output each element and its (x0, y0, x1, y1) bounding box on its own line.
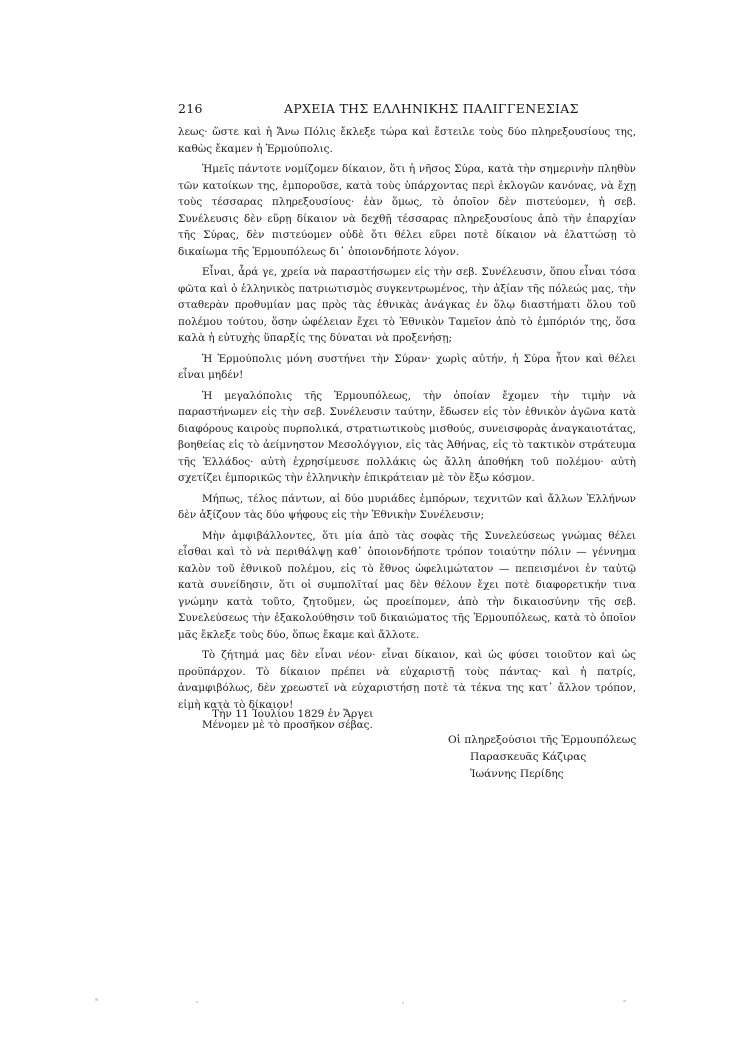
signatory-name: Ἰωάννης Περίδης (470, 768, 564, 780)
scan-speck (196, 1001, 198, 1003)
paragraph: Εἶναι, ἆρά γε, χρεία νὰ παραστήσωμεν εἰς τὴν σεβ. Συνέλευσιν, ὅπου εἶναι τόσα φῶτα καὶ ὁ ἑλληνικὸς πατριωτισμὸς συγκεντρωμένος, τὴν ἀξίαν τῆς πόλεώς μας, τὴν σταθερὰν προθυμίαν μας πρὸς τὰς ἐθνικὰς ἀνάγκας ἐν ὅλῳ διαστήματι ὅλου τοῦ πολέμου τούτου, ὅσην ὠφέλειαν ἔχει τὸ Ἐθνικὸν Ταμεῖον ἀπὸ τὸ ἐμπόριόν της, ὅσα καλὰ ἡ εὐτυχὴς ὕπαρξίς της δύναται νὰ προξενήσῃ; (178, 266, 636, 344)
page-header (178, 101, 618, 121)
paragraph: Μὴν ἀμφιβάλλοντες, ὅτι μία ἀπὸ τὰς σοφὰς τῆς Συνελεύσεως γνώμας θέλει εἶσθαι καὶ τὸ νὰ περιθάλψῃ καθ᾽ ὁποιονδήποτε τρόπον τοιαύτην πόλιν — γέννημα καλὸν τοῦ ἐθνικοῦ πολέμου, εἰς τὸ ἔθνος ὠφελιμώτατον — πεπεισμένοι ἐν ταὐτῷ κατὰ συνείδησιν, ὅτι οἱ συμπολῖταί μας δὲν θέλουν ἔχει ποτὲ διαφορετικήν τινα γνώμην κατὰ τοῦτο, ζητοῦμεν, ὡς προείπομεν, ἀπὸ τὴν δικαιοσύνην τῆς σεβ. Συνελεύσεως τὴν ἐξακολούθησιν τοῦ δικαιώματος τῆς Ἑρμουπόλεως, κατὰ τὸ ὁποῖον μᾶς ἔκλεξε τοὺς δύο, ὅπως ἔκαμε καὶ ἄλλοτε. (178, 529, 636, 641)
page-number: 216 (178, 101, 203, 116)
scan-speck (623, 1000, 626, 1002)
signature-block (448, 732, 636, 783)
paragraph: Ἡ Ἑρμούπολις μόνη συστήνει τὴν Σύραν· χωρὶς αὐτήν, ἡ Σύρα ἦτον καὶ θέλει εἶναι μηδέν! (178, 352, 636, 381)
paragraph: Ἡμεῖς πάντοτε νομίζομεν δίκαιον, ὅτι ἡ νῆσος Σύρα, κατὰ τὴν σημερινὴν πληθὺν τῶν κατοίκων της, ἐμποροῦσε, κατὰ τοὺς ὑπάρχοντας περὶ ἐκλογῶν κανόνας, νὰ ἔχῃ τοὺς τέσσαρας πληρεξουσίους· ἐὰν ὅμως, τὸ ὁποῖον δὲν πιστεύομεν, ἡ σεβ. Συνέλευσις δὲν εὕρῃ δίκαιον νὰ δεχθῇ τέσσαρας πληρεξουσίους ἀπὸ τὴν ἐπαρχίαν τῆς Σύρας, δὲν πιστεύομεν οὐδὲ ὅτι θέλει εὕρει ποτὲ δίκαιον νὰ ἐλαττώσῃ τὸ δικαίωμα τῆς Ἑρμουπόλεως δι᾽ ὁποιονδήποτε λόγον. (178, 163, 636, 258)
date-line: Τὴν 11 Ἰουλίου 1829 ἐν Ἄργει (212, 708, 374, 720)
paragraph: Ἡ μεγαλόπολις τῆς Ἑρμουπόλεως, τὴν ὁποίαν ἔχομεν τὴν τιμὴν νὰ παραστήνωμεν εἰς τὴν σεβ. Συνέλευσιν ταύτην, ἔδωσεν εἰς τὸν ἐθνικὸν ἀγῶνα κατὰ διαφόρους καιροὺς πυρπολικά, στρατιωτικοὺς μισθούς, συνεισφορὰς ἀναγκαιοτάτας, βοηθείας εἰς τὸ ἀείμνηστον Μεσολόγγιον, εἰς τὰς Ἀθήνας, εἰς τὸ τακτικὸν στράτευμα τῆς Ἑλλάδος· αὐτὴ ἐχρησίμευσε πολλάκις ὡς ἄλλη ἀποθήκη τοῦ πολέμου· αὐτὴ σχετίζει ἐμπορικῶς τὴν ἑλληνικὴν ἐπικράτειαν μὲ τὸν ἔξω κόσμον. (178, 389, 636, 484)
signatories-label: Οἱ πληρεξούσιοι τῆς Ἑρμουπόλεως (448, 734, 637, 746)
paragraph: Μένομεν μὲ τὸ προσῆκον σέβας. (202, 719, 373, 731)
scan-speck (402, 1002, 404, 1004)
running-title: ΑΡΧΕΙΑ ΤΗΣ ΕΛΛΗΝΙΚΗΣ ΠΑΛΙΓΓΕΝΕΣΙΑΣ (284, 101, 579, 116)
paragraph: λεως· ὥστε καὶ ἡ Ἄνω Πόλις ἔκλεξε τώρα καὶ ἔστειλε τοὺς δύο πληρεξουσίους της, καθὼς ἔκαμεν ἡ Ἑρμούπολις. (178, 126, 636, 155)
scan-speck (95, 998, 98, 1001)
signatory-name: Παρασκευᾶς Κάζιρας (470, 751, 587, 763)
paragraph: Μήπως, τέλος πάντων, αἱ δύο μυριάδες ἐμπόρων, τεχνιτῶν καὶ ἄλλων Ἑλλήνων δὲν ἀξίζουν τὰς δύο ψήφους εἰς τὴν Ἐθνικὴν Συνέλευσιν; (178, 492, 636, 521)
paragraph: Τὸ ζήτημά μας δὲν εἶναι νέον· εἶναι δίκαιον, καὶ ὡς φύσει τοιοῦτον καὶ ὡς προϋπάρχον. Τὸ δίκαιον πρέπει νὰ εὐχαριστῇ τοὺς πάντας· καὶ ἡ πατρίς, ἀναμφιβόλως, δὲν χρεωστεῖ νὰ εὐχαριστήσῃ ποτὲ τὰ τέκνα της κατ᾽ ἄλλον τρόπον, εἰμὴ κατὰ τὸ δίκαιον! (178, 649, 636, 711)
body-text (178, 124, 636, 738)
